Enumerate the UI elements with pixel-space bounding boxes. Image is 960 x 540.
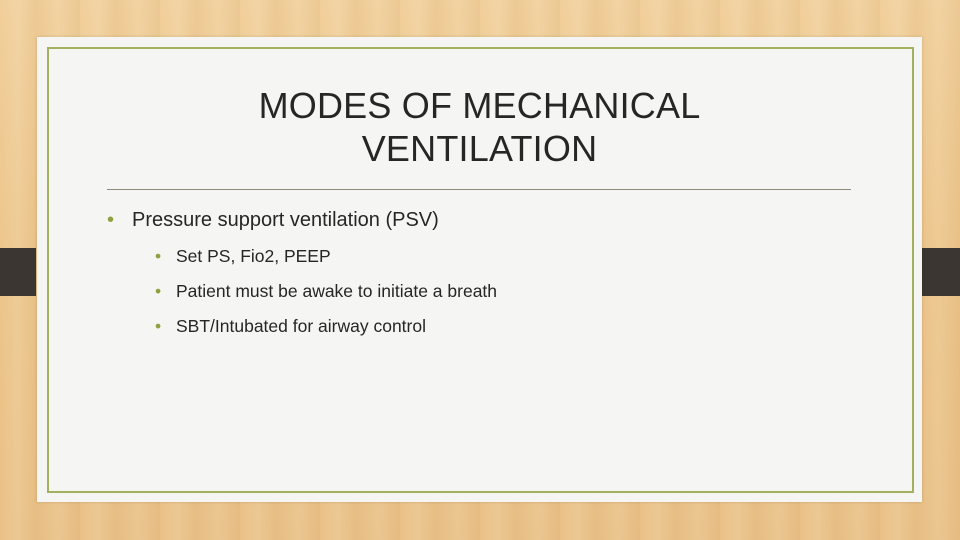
sub-bullet-dot-icon: • [155,316,162,336]
slide-title [117,84,842,170]
sub-bullet-dot-icon: • [155,246,162,266]
bullet-text: Pressure support ventilation (PSV) [132,209,439,231]
sub-bullet-text: SBT/Intubated for airway control [176,316,426,336]
left-side-tab [0,248,36,296]
bullet-item-psv [107,205,867,340]
sub-bullet-item [155,313,867,340]
bullet-dot-icon: • [107,209,115,231]
sub-bullet-text: Set PS, Fio2, PEEP [176,246,331,266]
bullet-list [107,205,867,348]
title-divider [107,189,851,190]
sub-bullet-dot-icon: • [155,281,162,301]
sub-bullet-list [132,243,867,340]
sub-bullet-item [155,278,867,305]
slide-title-line-1: MODES OF MECHANICAL [258,85,701,126]
sub-bullet-text: Patient must be awake to initiate a breath [176,281,498,301]
slide-canvas [37,37,922,502]
slide-title-line-2: VENTILATION [361,128,598,169]
sub-bullet-item [155,243,867,270]
